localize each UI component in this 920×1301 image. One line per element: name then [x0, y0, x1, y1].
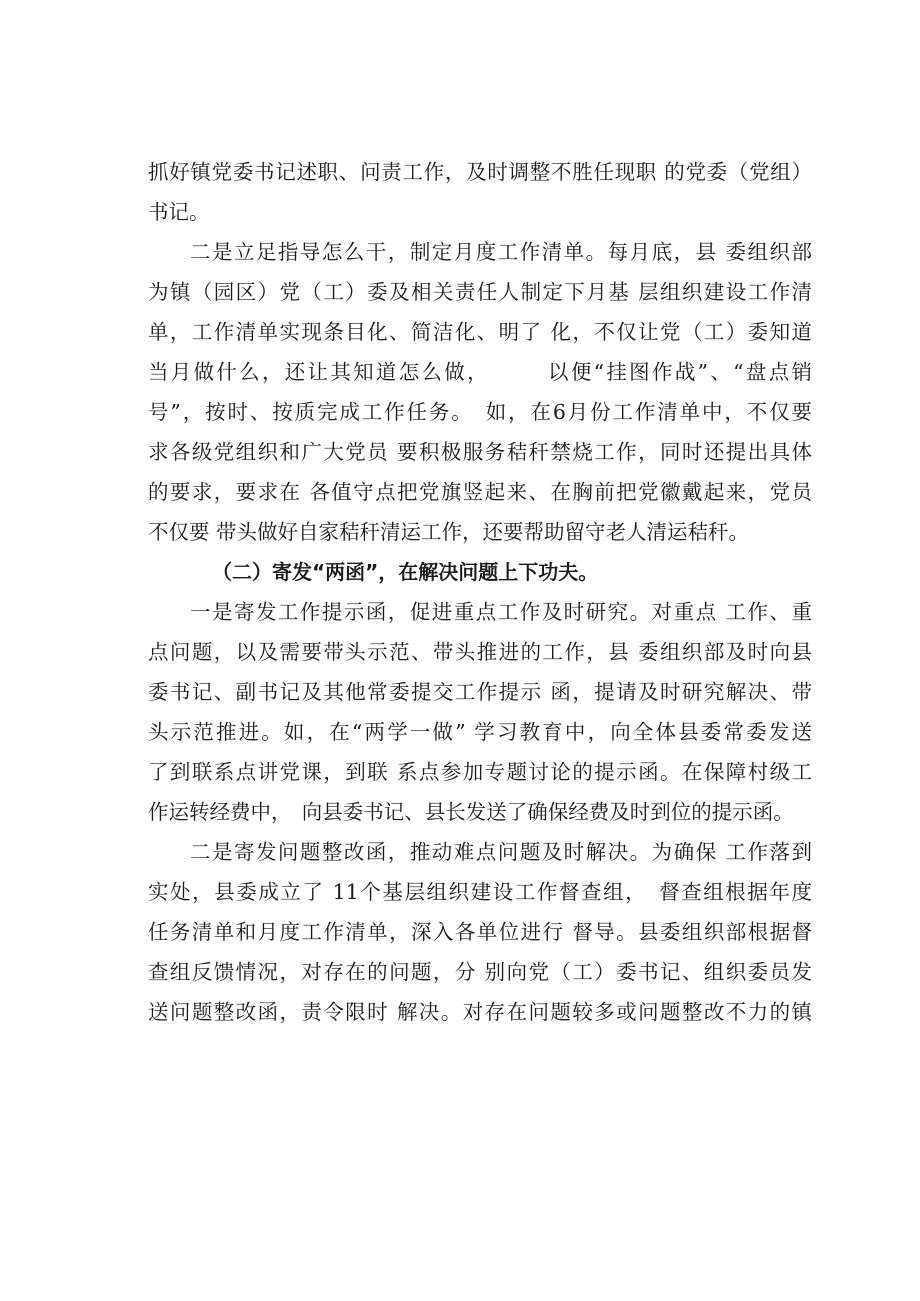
text-line: 实处，县委成立了 11个基层组织建设工作督查组， 督查组根据年度 — [148, 880, 812, 904]
text-line: 查组反馈情况，对存在的问题，分 别向党（工）委书记、组织委员发 — [148, 960, 812, 984]
section-heading: （二）寄发“两函”，在解决问题上下功夫。 — [212, 560, 599, 584]
text-line: 求各级党组织和广大党员 要积极服务秸秆禁烧工作，同时还提出具体 — [148, 440, 812, 464]
text-line: 书记。 — [148, 200, 210, 224]
text-line: 为镇（园区）党（工）委及相关责任人制定下月基 层组织建设工作清 — [148, 280, 812, 304]
text-line: 任务清单和月度工作清单，深入各单位进行 督导。县委组织部根据督 — [148, 920, 812, 944]
text-line: 头示范推进。如，在“两学一做” 学习教育中，向全体县委常委发送 — [148, 720, 812, 744]
text-line: 单，工作清单实现条目化、简洁化、明了 化，不仅让党（工）委知道 — [148, 320, 812, 344]
text-line: 的要求，要求在 各值守点把党旗竖起来、在胸前把党徽戴起来，党员 — [148, 480, 812, 504]
text-line: 号”，按时、按质完成工作任务。 如，在6月份工作清单中，不仅要 — [148, 400, 812, 424]
text-line: 一是寄发工作提示函，促进重点工作及时研究。对重点 工作、重 — [190, 600, 812, 624]
text-line: 送问题整改函，责令限时 解决。对存在问题较多或问题整改不力的镇 — [148, 1000, 812, 1024]
text-line: 点问题，以及需要带头示范、带头推进的工作，县 委组织部及时向县 — [148, 640, 812, 664]
text-line: 抓好镇党委书记述职、问责工作，及时调整不胜任现职 的党委（党组） — [148, 160, 812, 184]
text-line: 当月做什么，还让其知道怎么做， 以便“挂图作战”、“盘点销 — [148, 360, 812, 384]
text-line: 二是立足指导怎么干，制定月度工作清单。每月底，县 委组织部 — [190, 240, 812, 264]
text-line: 了到联系点讲党课，到联 系点参加专题讨论的提示函。在保障村级工 — [148, 760, 812, 784]
text-line: 作运转经费中， 向县委书记、县长发送了确保经费及时到位的提示函。 — [148, 800, 794, 824]
text-line: 委书记、副书记及其他常委提交工作提示 函，提请及时研究解决、带 — [148, 680, 812, 704]
text-line: 不仅要 带头做好自家秸秆清运工作，还要帮助留守老人清运秸秆。 — [148, 520, 750, 544]
document-body — [148, 152, 812, 1032]
text-line: 二是寄发问题整改函，推动难点问题及时解决。为确保 工作落到 — [190, 840, 812, 864]
